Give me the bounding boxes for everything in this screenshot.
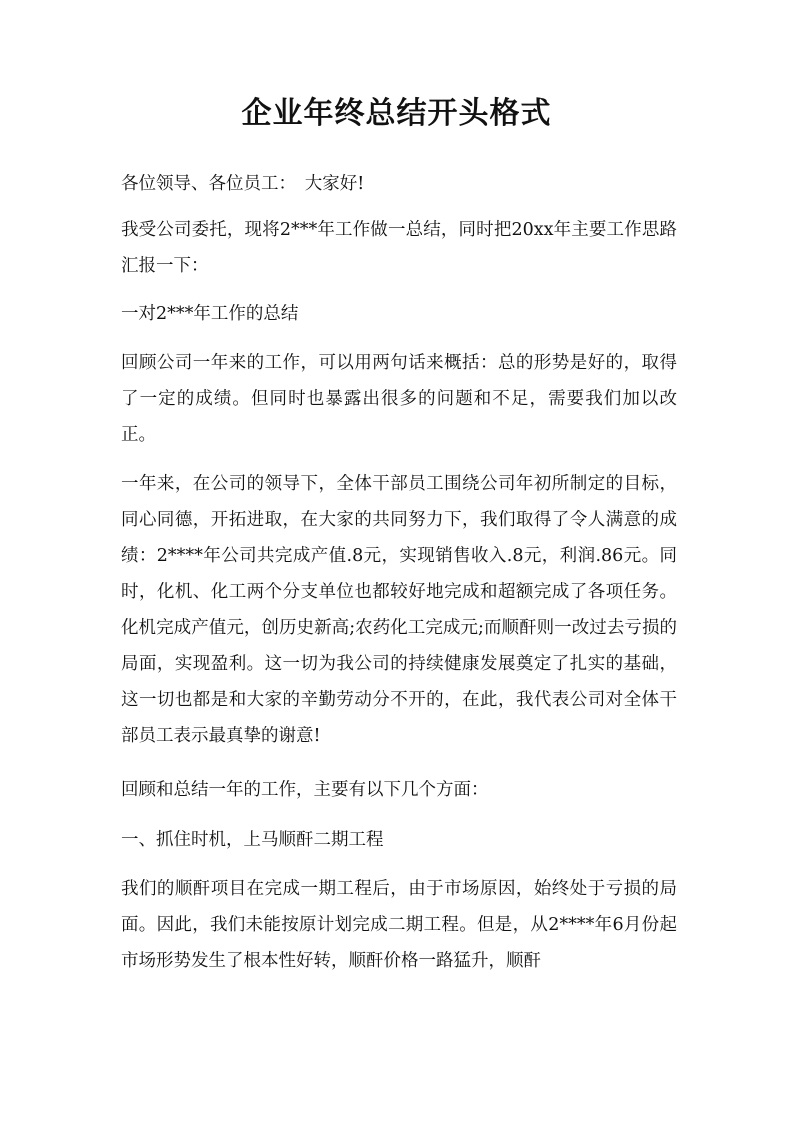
section-heading-phase-two: 一、抓住时机，上马顺酐二期工程 [121, 830, 384, 850]
greeting: 各位领导、各位员工： 大家好! [121, 174, 365, 194]
section-heading-summary: 一对2***年工作的总结 [121, 304, 299, 324]
paragraph-phase-two: 我们的顺酐项目在完成一期工程后，由于市场原因，始终处于亏损的局面。因此，我们未能按原计划完成二期工程。但是，从2****年6月份起市场形势发生了根本性好转，顺酐价格一路猛升，顺酐 [121, 879, 677, 971]
paragraph-aspects-intro: 回顾和总结一年的工作，主要有以下几个方面： [121, 780, 489, 800]
paragraph-achievements: 一年来，在公司的领导下，全体干部员工围绕公司年初所制定的目标，同心同德，开拓进取，在大家的共同努力下，我们取得了令人满意的成绩：2****年公司共完成产值.8元，实现销售收入.8元，利润.86元。同时，化机、化工两个分支单位也都较好地完成和超额完成了各项任务。化机完成产值元，创历史新高;农药化工完成元;而顺酐则一改过去亏损的局面，实现盈利。这一切为我公司的持续健康发展奠定了扎实的基础，这一切也都是和大家的辛勤劳动分不开的，在此，我代表公司对全体干部员工表示最真挚的谢意! [121, 474, 677, 746]
paragraph-review: 回顾公司一年来的工作，可以用两句话来概括：总的形势是好的，取得了一定的成绩。但同时也暴露出很多的问题和不足，需要我们加以改正。 [121, 353, 677, 445]
document-title: 企业年终总结开头格式 [241, 96, 552, 131]
paragraph-intro: 我受公司委托，现将2***年工作做一总结，同时把20xx年主要工作思路汇报一下： [121, 220, 677, 276]
